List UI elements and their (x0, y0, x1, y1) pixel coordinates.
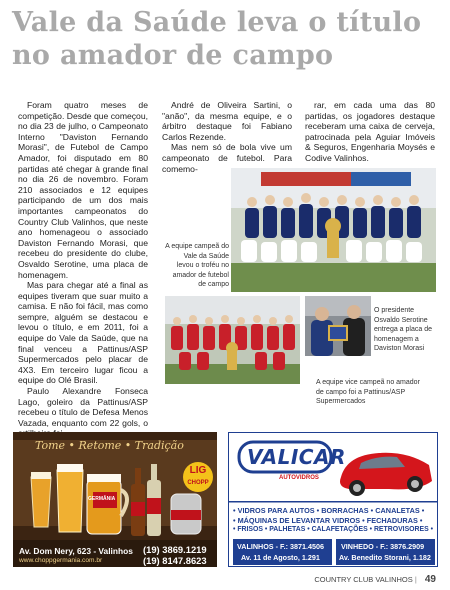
lig-chopp-badge (183, 462, 213, 492)
paragraph: Mas para chegar até a final as equipes tiveram que suar muito a camisa. E não foi fácil, mas como sempre, alguém se destacou e levou o título, e em 2011, foi a equipe do Vale da Saúde, que na final venceu a Pattinus/ASP Supermercados pelo placar de 4X3. Em terceiro lugar ficou a equipe do Olé Brasil. (18, 280, 148, 386)
badge-line1: LIG (189, 465, 207, 476)
text-column-1 (18, 100, 148, 439)
paragraph: Paulo Alexandre Fonseca Lago, goleiro da Pattinus/ASP recebeu o título de Defesa Menos Vazada, enquanto com 22 gols, o (18, 386, 148, 428)
valicar-logo: VALICAR (247, 445, 346, 469)
ad-address: Av. Dom Nery, 623 - Valinhos (19, 546, 133, 556)
champions-caption: A equipe campeã do Vale da Saúde levou o troféu no amador de futebol de campo (165, 243, 229, 288)
text-column-2 (162, 100, 292, 174)
badge-line2: CHOPP (187, 480, 209, 486)
ad-website: www.choppgermania.com.br (19, 557, 103, 564)
text-column-3 (305, 100, 435, 164)
paragraph: André de Oliveira Sartini, o "anão", da mesma equipe, e o árbitro destaque foi Fabiano Carlos Rezende. (162, 100, 292, 142)
ad-slogan: Tome • Retome • Tradição (35, 439, 184, 452)
runners-up-team-photo (165, 296, 300, 384)
page-number: 49 (424, 574, 436, 585)
germania-advert[interactable] (13, 432, 217, 567)
paragraph: Foram quatro meses de competição. Desde que começou, no dia 23 de julho, o Campeonato Interno "Daviston Fernando Morasi", de Futebol de Campo Amador, foi disputado em 80 partidas até chegar à grande final no dia 26 de novembro. Foram 210 associados e 12 equipes participando de um dos mais importantes campeonatos do Country Club Valinhos, que neste ano homenageou o associado Daviston Fernando Morasi, que recebeu do presidente do clube, Osvaldo Serotine, uma placa de homenagem. (18, 100, 148, 280)
ad-brand: GERMÂNIA (88, 496, 116, 502)
footer-section: COUNTRY CLUB VALINHOS (314, 575, 413, 584)
store-valinhos-address: Av. 11 de Agosto, 1.291 (241, 553, 320, 562)
paragraph: rar, em cada uma das 80 partidas, os jogadores destaque receberam uma caixa de cerveja, patrocinada pela Aguiar Imóveis & Seguros, Engenharia Moysés e Codive Valinhos. (305, 100, 435, 163)
store-vinhedo-address: Av. Benedito Storani, 1.182 (339, 553, 431, 562)
champions-team-photo (231, 168, 436, 292)
article-headline: Vale da Saúde leva o título no amador de campo (12, 7, 422, 71)
president-plaque-photo (305, 296, 371, 356)
valicar-tagline: AUTOVIDROS (279, 475, 319, 481)
services-line-1: • VIDROS PARA AUTOS • BORRACHAS • CANALETAS • (233, 506, 425, 515)
runners-up-caption: A equipe vice campeã no amador de campo foi a Pattinus/ASP Supermercados (316, 379, 420, 405)
paragraph: Mas nem só de bola vive um campeonato de futebol. Para comemo- (162, 142, 292, 174)
store-valinhos-phone: VALINHOS - F.: 3871.4506 (237, 542, 324, 551)
services-line-3: • FRISOS • PALHETAS • CALAFETAÇÕES • RETROVISORES • (233, 526, 434, 533)
president-caption: O presidente Osvaldo Serotine entrega a placa de homenagem a Daviston Morasi (374, 307, 432, 352)
store-vinhedo-phone: VINHEDO - F.: 3876.2909 (341, 542, 425, 551)
services-line-2: • MÁQUINAS DE LEVANTAR VIDROS • FECHADURAS • (233, 516, 423, 525)
ad-phone-1: (19) 3869.1219 (143, 544, 207, 555)
valicar-advert[interactable] (228, 432, 438, 567)
ad-phone-2: (19) 8147.8623 (143, 555, 207, 566)
page-footer: COUNTRY CLUB VALINHOS | 49 (314, 574, 436, 585)
